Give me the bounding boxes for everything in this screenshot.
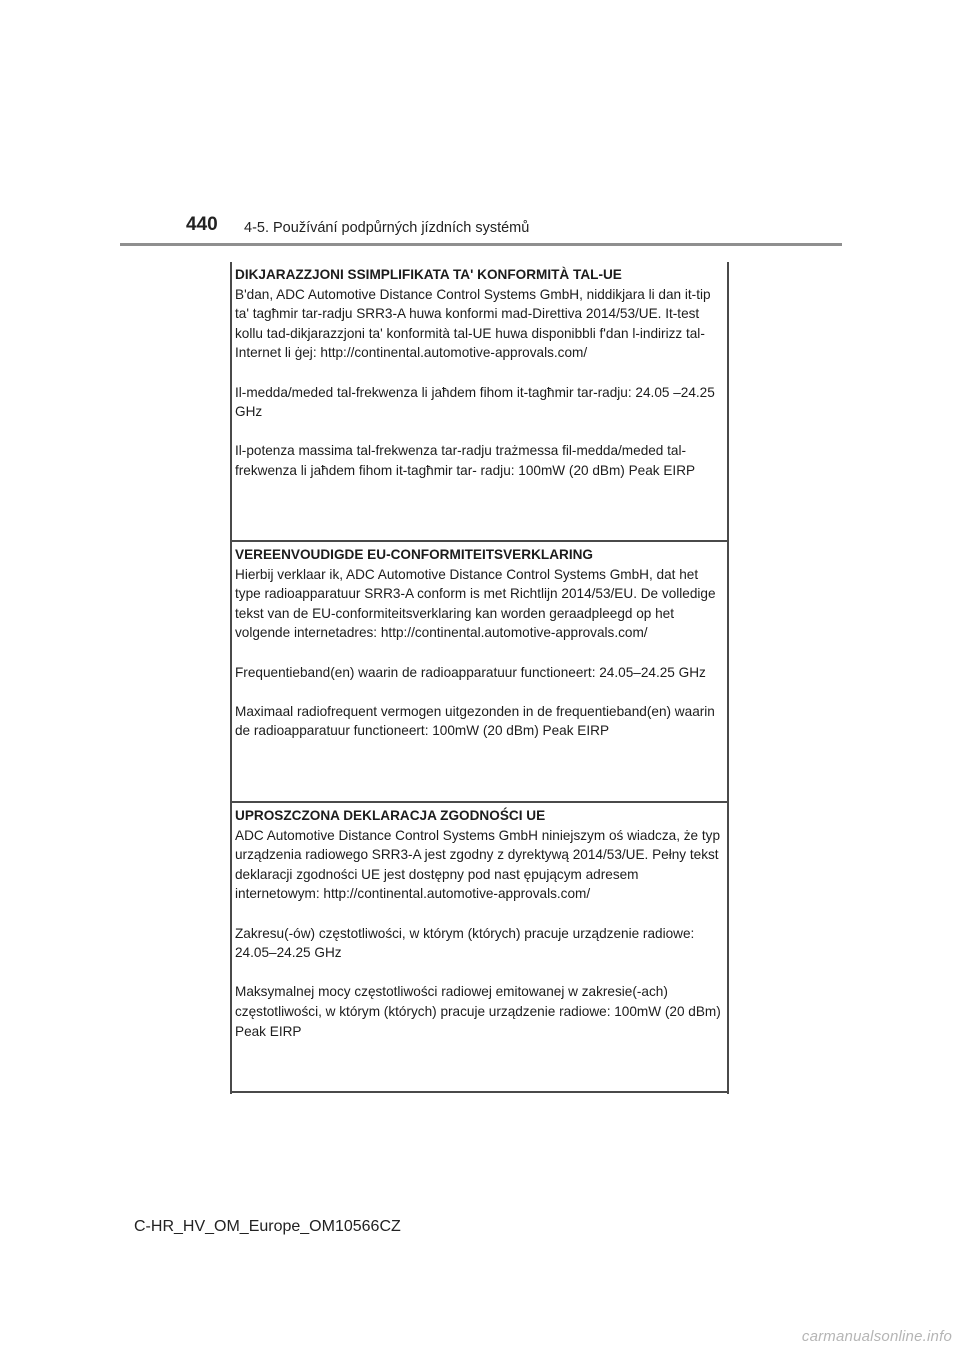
declaration-paragraph: Hierbij verklaar ik, ADC Automotive Distance Control Systems GmbH, dat het type radioapparatuur SRR3-A conform is met Richtlijn 2014/53/EU. De volledige tekst van de EU-conformiteitsverklaring kan worden geraadpleegd op het volgende internetadres: http://continental.automotive-approvals.com/ bbox=[235, 566, 716, 641]
declaration-heading: VEREENVOUDIGDE EU-CONFORMITEITSVERKLARING bbox=[235, 547, 593, 562]
watermark-link[interactable]: carmanualsonline.info bbox=[801, 1328, 952, 1345]
declaration-paragraph: Il-medda/meded tal-frekwenza li jaħdem fihom it-tagħmir tar-radju: 24.05 –24.25 GHz bbox=[235, 384, 715, 420]
declaration-maltese bbox=[232, 262, 727, 542]
declaration-paragraph: Zakresu(-ów) częstotliwości, w którym (których) pracuje urządzenie radiowe: 24.05–24.25 GHz bbox=[235, 925, 695, 961]
declaration-paragraph: Maksymalnej mocy częstotliwości radiowej emitowanej w zakresie(-ach) częstotliwości, w którym (których) pracuje urządzenie radiowe: 100mW (20 dBm) Peak EIRP bbox=[235, 984, 721, 1039]
declaration-heading: DIKJARAZZJONI SSIMPLIFIKATA TA' KONFORMITÀ TAL-UE bbox=[235, 267, 622, 282]
declaration-heading: UPROSZCZONA DEKLARACJA ZGODNOŚCI UE bbox=[235, 808, 546, 823]
declaration-paragraph: ADC Automotive Distance Control Systems GmbH niniejszym oś wiadcza, że typ urządzenia radiowego SRR3-A jest zgodny z dyrektywą 2014/53/UE. Pełny tekst deklaracji zgodności UE jest dostępny pod nast ępującym adresem internetowym: http://continental.automotive-approvals.com/ bbox=[235, 827, 721, 902]
page-number: 440 bbox=[186, 214, 218, 235]
declaration-dutch bbox=[232, 542, 727, 803]
chapter-title: 4-5. Používání podpůrných jízdních systémů bbox=[244, 220, 530, 236]
declaration-polish bbox=[232, 803, 727, 1093]
declaration-paragraph: B'dan, ADC Automotive Distance Control Systems GmbH, niddikjara li dan it-tip ta' tagħmir tar-radju SRR3-A huwa konformi mad-Direttiva 2014/53/UE. It-test kollu tad-dikjarazzjoni ta' konformità tal-UE huwa disponibbli f'dan l-indirizz tal-Internet li ġej: http://continental.automotive-approvals.com/ bbox=[235, 286, 711, 361]
declaration-table bbox=[230, 262, 729, 1094]
document-code: C-HR_HV_OM_Europe_OM10566CZ bbox=[134, 1218, 401, 1235]
header-rule bbox=[120, 243, 842, 246]
declaration-paragraph: Maximaal radiofrequent vermogen uitgezonden in de frequentieband(en) waarin de radioapparatuur functioneert: 100mW (20 dBm) Peak EIRP bbox=[235, 703, 715, 739]
declaration-paragraph: Frequentieband(en) waarin de radioapparatuur functioneert: 24.05–24.25 GHz bbox=[235, 664, 706, 680]
declaration-paragraph: Il-potenza massima tal-frekwenza tar-radju trażmessa fil-medda/meded tal-frekwenza li jaħdem fihom it-tagħmir tar- radju: 100mW (20 dBm) Peak EIRP bbox=[235, 443, 696, 478]
